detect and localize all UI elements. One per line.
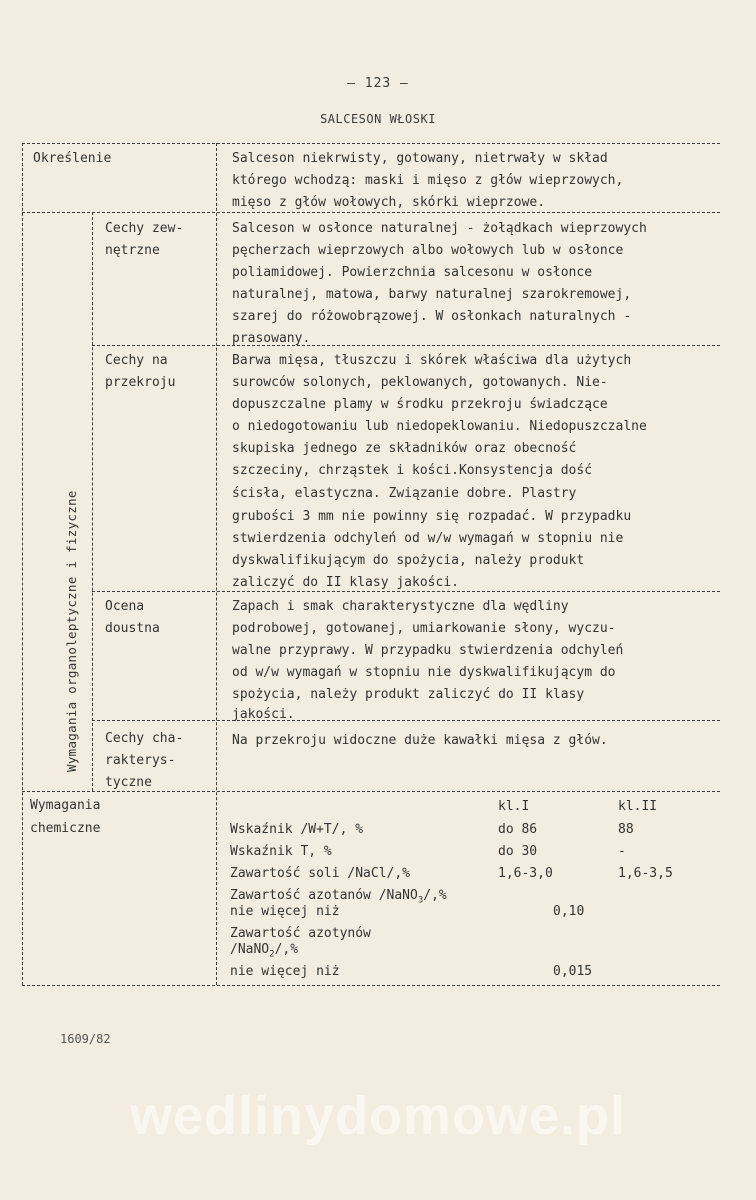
column-divider: [92, 212, 93, 791]
row-text-line: Salceson w osłonce naturalnej - żołądkach wieprzowych: [232, 221, 647, 236]
chem-row-name: Wskaźnik T, %: [230, 844, 332, 859]
chemical-label-line: Wymagania: [30, 798, 101, 813]
row-label-line: Ocena: [105, 599, 145, 614]
row-text-line: grubości 3 mm nie powinny się rozpadać. W przypadku: [232, 509, 632, 524]
chem-row-name: Zawartość soli /NaCl/,%: [230, 866, 411, 881]
row-text-line: prasowany.: [232, 331, 311, 346]
chem-row-kl1: do 30: [498, 844, 538, 859]
row-text-line: zaliczyć do II klasy jakości.: [232, 575, 459, 590]
table-left-border: [22, 143, 23, 985]
row-text-line: szczeciny, chrząstek i kości.Konsystencja dość: [232, 463, 593, 478]
watermark: wedlinydomowe.pl: [129, 1086, 627, 1146]
chemical-label-line: chemiczne: [30, 821, 101, 836]
row-text-line: spożycia, należy produkt zaliczyć do II klasy: [232, 687, 585, 702]
chem-name-part: /NaNO: [230, 942, 270, 957]
row-text-line: szarej do różowobrązowej. W osłonkach naturalnych -: [232, 309, 632, 324]
chem-subscript: 2: [269, 949, 275, 960]
column-header-kl1: kl.I: [498, 799, 530, 814]
chem-subscript: 3: [417, 895, 424, 906]
page-number: – 123 –: [347, 76, 409, 91]
definition-line: mięso z głów wołowych, skórki wieprzowe.: [232, 195, 546, 210]
row-text-line: jakości.: [232, 707, 295, 722]
row-divider: [92, 720, 720, 721]
row-text-line: Zapach i smak charakterystyczne dla wędliny: [232, 599, 569, 614]
row-text-line: naturalnej, matowa, barwy naturalnej szarokremowej,: [232, 287, 632, 302]
chem-row-kl2: 88: [618, 822, 634, 837]
chem-row-name: [230, 942, 298, 960]
chem-row-value: 0,10: [553, 904, 585, 919]
chem-row-name: Wskaźnik /W+T/, %: [230, 822, 364, 837]
row-text-line: dyskwalifikującym do spożycia, należy produkt: [232, 553, 585, 568]
row-text-line: podrobowej, gotowanej, umiarkowanie słony, wyczu-: [232, 621, 616, 636]
row-label-line: tyczne: [105, 775, 152, 790]
row-text-line: surowców solonych, peklowanych, gotowanych. Nie-: [232, 375, 608, 390]
row-text-line: pęcherzach wieprzowych albo wołowych lub w osłonce: [232, 243, 624, 258]
row-label-line: doustna: [105, 621, 160, 636]
table-bottom-border: [22, 985, 720, 986]
chem-row-kl2: 1,6-3,5: [618, 866, 673, 881]
row-label-line: Cechy na: [105, 353, 168, 368]
row-text-line: stwierdzenia odchyleń od w/w wymagań w stopniu nie: [232, 531, 624, 546]
row-text-line: skupiska jednego ze składników oraz obecność: [232, 441, 577, 456]
chem-row-kl2: -: [618, 844, 626, 859]
row-label-line: przekroju: [105, 375, 176, 390]
row-text-line: o niedogotowaniu lub niedopeklowaniu. Niedopuszczalne: [232, 419, 647, 434]
row-divider: [92, 345, 720, 346]
chem-name-part: /,%: [423, 888, 447, 903]
definition-label: Określenie: [33, 151, 112, 166]
chem-row-name: [230, 888, 447, 906]
row-label-line: Cechy zew-: [105, 221, 184, 236]
row-text-line: ścisła, elastyczna. Związanie dobre. Plastry: [232, 486, 577, 501]
chem-row-value: 0,015: [553, 964, 593, 979]
document-code: 1609/82: [60, 1032, 111, 1046]
definition-line: którego wchodzą: maski i mięso z głów wieprzowych,: [232, 173, 624, 188]
chem-row-name: nie więcej niż: [230, 964, 340, 979]
row-label-line: nętrzne: [105, 243, 160, 258]
column-divider: [216, 143, 217, 985]
chem-row-name: Zawartość azotynów: [230, 926, 371, 941]
row-text-line: walne przyprawy. W przypadku stwierdzenia odchyleń: [232, 643, 624, 658]
row-label-line: rakterys-: [105, 753, 176, 768]
table-top-border: [22, 143, 720, 144]
row-label-line: Cechy cha-: [105, 731, 184, 746]
column-header-kl2: kl.II: [618, 799, 658, 814]
row-text-line: poliamidowej. Powierzchnia salcesonu w osłonce: [232, 265, 593, 280]
chem-row-kl1: do 86: [498, 822, 538, 837]
row-text-line: Barwa mięsa, tłuszczu i skórek właściwa dla użytych: [232, 353, 632, 368]
row-text-line: od w/w wymagań w stopniu nie dyskwalifikującym do: [232, 665, 616, 680]
page-title: SALCESON WŁOSKI: [320, 112, 436, 126]
row-text-line: dopuszczalne plamy w środku przekroju świadczące: [232, 397, 608, 412]
definition-line: Salceson niekrwisty, gotowany, nietrwały w skład: [232, 151, 608, 166]
row-text-line: Na przekroju widoczne duże kawałki mięsa z głów.: [232, 733, 608, 748]
chem-row-name: nie więcej niż: [230, 904, 340, 919]
chem-row-kl1: 1,6-3,0: [498, 866, 553, 881]
chem-name-part: /,%: [274, 942, 299, 957]
chem-name-part: Zawartość azotanów /NaNO: [230, 888, 418, 903]
organoleptic-group-label: Wymagania organoleptyczne i fizyczne: [64, 490, 79, 772]
